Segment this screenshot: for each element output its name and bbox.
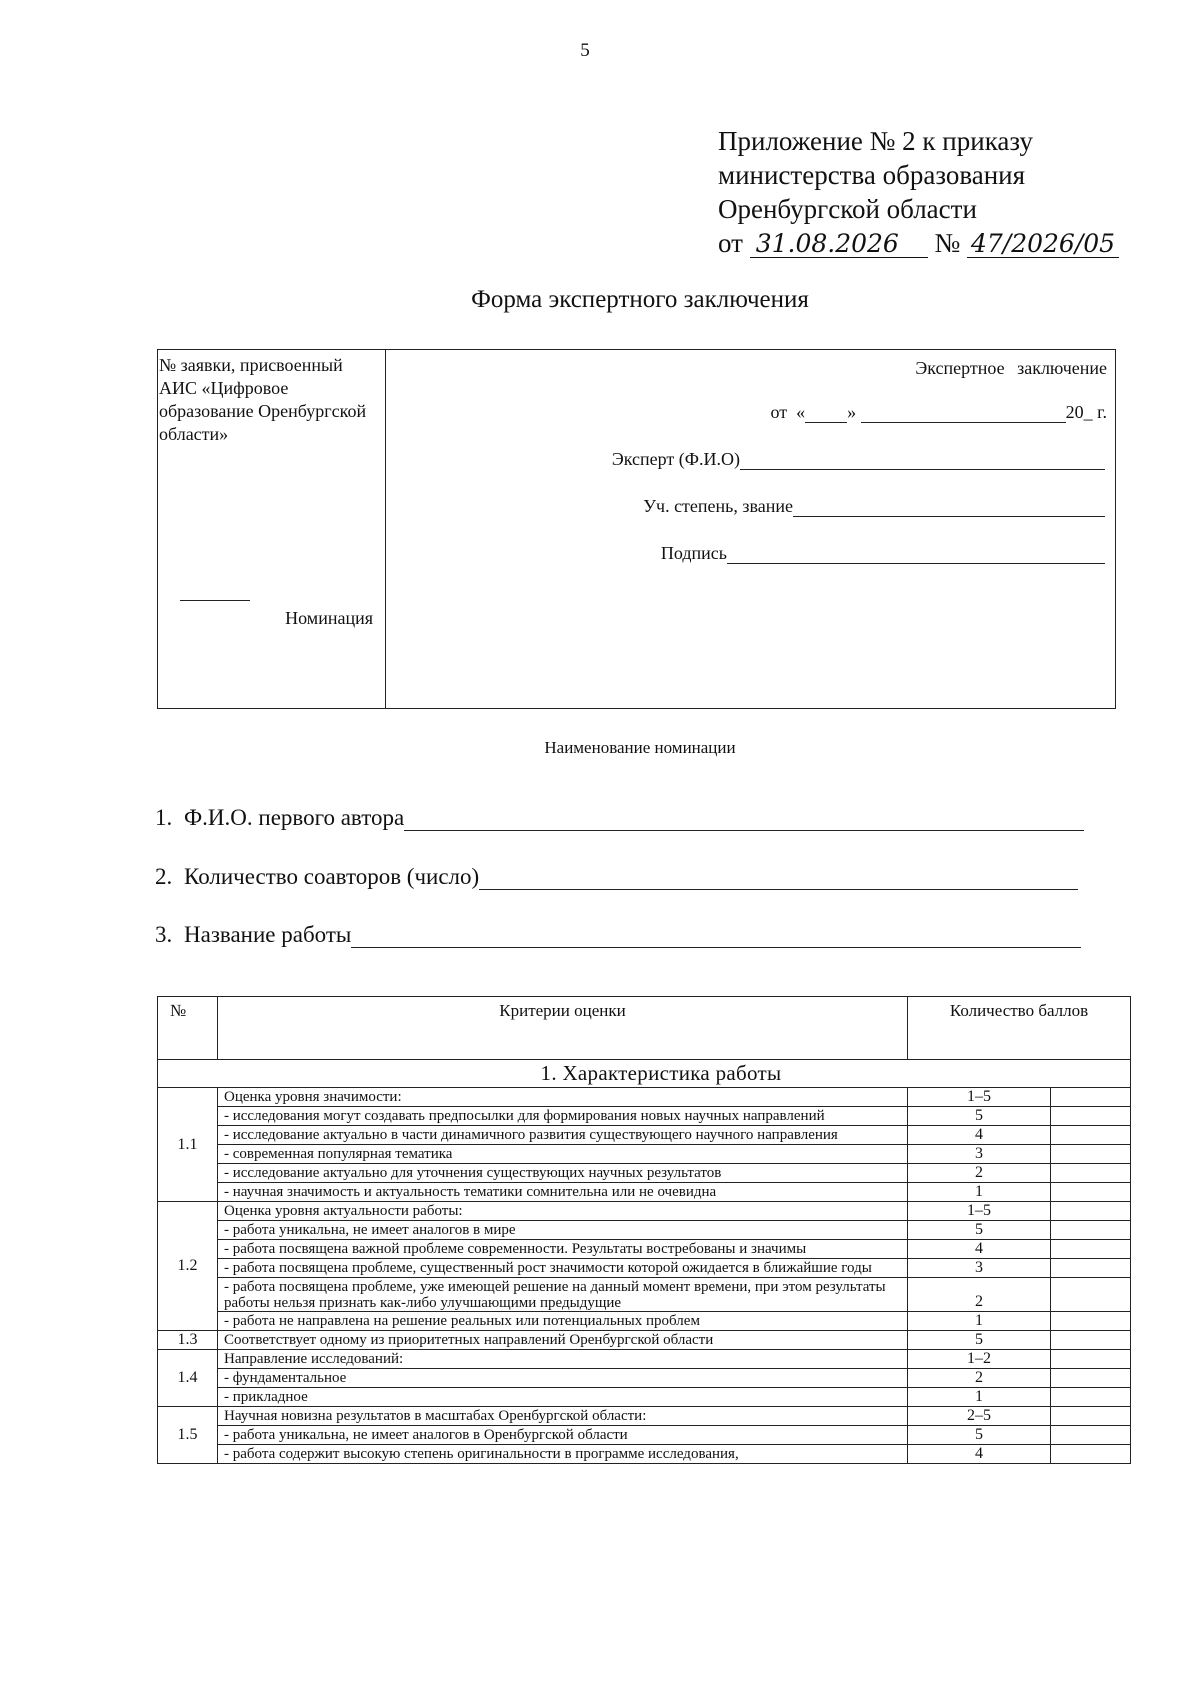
field-number: 3. [155, 922, 173, 947]
degree-label: Уч. степень, звание [643, 496, 793, 516]
degree-blank[interactable] [793, 498, 1105, 517]
score-input-cell[interactable] [1051, 1312, 1131, 1331]
work-title-blank[interactable] [351, 925, 1081, 948]
criterion-text: - научная значимость и актуальность тематики сомнительна или не очевидна [218, 1183, 908, 1202]
degree-line [643, 496, 1105, 517]
criterion-points: 2–5 [908, 1407, 1051, 1426]
field-first-author [155, 805, 1084, 831]
table-row [158, 1407, 1131, 1426]
quote-open: « [796, 402, 806, 422]
criterion-text: - фундаментальное [218, 1369, 908, 1388]
expert-label: Эксперт (Ф.И.О) [611, 449, 740, 469]
score-input-cell[interactable] [1051, 1164, 1131, 1183]
table-row [158, 1183, 1131, 1202]
score-input-cell[interactable] [1051, 1202, 1131, 1221]
score-input-cell[interactable] [1051, 1350, 1131, 1369]
table-row [158, 1369, 1131, 1388]
signature-blank[interactable] [727, 545, 1105, 564]
criterion-text: Направление исследований: [218, 1350, 908, 1369]
field-label: Название работы [184, 922, 352, 947]
header-criteria: Критерии оценки [218, 997, 908, 1060]
expert-header-box [157, 349, 1116, 709]
signature-label: Подпись [660, 543, 727, 563]
table-row [158, 1202, 1131, 1221]
table-row [158, 1164, 1131, 1183]
criterion-points: 4 [908, 1126, 1051, 1145]
header-left-cell [158, 350, 386, 708]
criterion-points: 4 [908, 1445, 1051, 1464]
criterion-points: 2 [908, 1278, 1051, 1312]
criterion-points: 1 [908, 1183, 1051, 1202]
criterion-points: 2 [908, 1369, 1051, 1388]
field-number: 2. [155, 864, 173, 889]
year-suffix: 20_ г. [1065, 402, 1107, 422]
score-input-cell[interactable] [1051, 1331, 1131, 1350]
appendix-line-3: Оренбургской области [718, 194, 977, 224]
number-prefix: № [934, 228, 961, 258]
criterion-text: - работа посвящена проблеме, существенный рост значимости которой ожидается в ближайшие годы [218, 1259, 908, 1278]
criterion-text: Оценка уровня значимости: [218, 1088, 908, 1107]
score-input-cell[interactable] [1051, 1259, 1131, 1278]
criterion-points: 5 [908, 1426, 1051, 1445]
score-input-cell[interactable] [1051, 1145, 1131, 1164]
criterion-text: - работа не направлена на решение реальных или потенциальных проблем [218, 1312, 908, 1331]
table-row [158, 1426, 1131, 1445]
table-row [158, 1259, 1131, 1278]
criterion-text: - работа посвящена важной проблеме современности. Результаты востребованы и значимы [218, 1240, 908, 1259]
criterion-text: - исследования могут создавать предпосылки для формирования новых научных направлений [218, 1107, 908, 1126]
month-blank[interactable] [861, 404, 1066, 423]
group-number: 1.5 [158, 1407, 218, 1464]
criterion-text: Соответствует одному из приоритетных направлений Оренбургской области [218, 1331, 908, 1350]
section-title: 1. Характеристика работы [158, 1060, 1131, 1088]
conclusion-date-line [771, 402, 1108, 423]
score-input-cell[interactable] [1051, 1126, 1131, 1145]
score-input-cell[interactable] [1051, 1240, 1131, 1259]
header-number: № [158, 997, 218, 1060]
table-row [158, 1088, 1131, 1107]
table-row [158, 1107, 1131, 1126]
conclusion-title-line [915, 358, 1107, 379]
criterion-text: - работа посвящена проблеме, уже имеющей решение на данный момент времени, при этом результаты работы нельзя признать как-либо улучшающими предыдущие [218, 1278, 908, 1312]
field-coauthors-count [155, 864, 1078, 890]
signature-line [661, 543, 1105, 564]
criterion-points: 1–2 [908, 1350, 1051, 1369]
criterion-text: Научная новизна результатов в масштабах Оренбургской области: [218, 1407, 908, 1426]
table-row [158, 1445, 1131, 1464]
score-input-cell[interactable] [1051, 1445, 1131, 1464]
appendix-date-line [718, 226, 1119, 260]
appendix-line-2: министерства образования [718, 160, 1026, 190]
table-row [158, 1312, 1131, 1331]
field-work-title [155, 922, 1081, 948]
nomination-caption: Наименование номинации [544, 738, 736, 757]
coauthors-blank[interactable] [479, 867, 1078, 890]
table-row [158, 1145, 1131, 1164]
criterion-text: - работа уникальна, не имеет аналогов в мире [218, 1221, 908, 1240]
field-label: Количество соавторов (число) [184, 864, 480, 889]
criterion-text: - работа содержит высокую степень оригинальности в программе исследования, [218, 1445, 908, 1464]
date-from-label: от [770, 402, 788, 422]
appendix-header [718, 124, 1119, 260]
table-header-row [158, 997, 1131, 1060]
criterion-points: 5 [908, 1107, 1051, 1126]
score-input-cell[interactable] [1051, 1278, 1131, 1312]
criterion-points: 3 [908, 1145, 1051, 1164]
criterion-text: - исследование актуально в части динамичного развития существующего научного направления [218, 1126, 908, 1145]
score-input-cell[interactable] [1051, 1107, 1131, 1126]
criterion-points: 5 [908, 1221, 1051, 1240]
form-title: Форма экспертного заключения [471, 286, 809, 313]
criterion-points: 5 [908, 1331, 1051, 1350]
score-input-cell[interactable] [1051, 1088, 1131, 1107]
application-number-label: № заявки, присвоенный АИС «Цифровое образование Оренбургской области» [159, 355, 367, 444]
table-body [158, 1060, 1131, 1464]
order-date: 31.08.2026 [750, 231, 928, 258]
criterion-points: 3 [908, 1259, 1051, 1278]
day-blank[interactable] [805, 404, 847, 423]
table-row [158, 1388, 1131, 1407]
field-number: 1. [155, 805, 173, 830]
score-input-cell[interactable] [1051, 1407, 1131, 1426]
table-row [158, 1126, 1131, 1145]
score-input-cell[interactable] [1051, 1369, 1131, 1388]
table-row [158, 1331, 1131, 1350]
expert-blank[interactable] [740, 451, 1105, 470]
table-row [158, 1350, 1131, 1369]
score-input-cell[interactable] [1051, 1221, 1131, 1240]
header-points: Количество баллов [908, 997, 1131, 1060]
appendix-line-1: Приложение № 2 к приказу [718, 126, 1033, 156]
criterion-points: 1–5 [908, 1202, 1051, 1221]
conclusion-title: Экспертное заключение [915, 358, 1107, 378]
criterion-text: - работа уникальна, не имеет аналогов в Оренбургской области [218, 1426, 908, 1445]
group-number: 1.4 [158, 1350, 218, 1407]
table-row [158, 1221, 1131, 1240]
score-input-cell[interactable] [1051, 1388, 1131, 1407]
criterion-points: 1 [908, 1312, 1051, 1331]
criterion-points: 1–5 [908, 1088, 1051, 1107]
quote-close: » [847, 402, 857, 422]
table-row [158, 1278, 1131, 1312]
criterion-text: Оценка уровня актуальности работы: [218, 1202, 908, 1221]
nomination-dash [180, 600, 250, 601]
field-label: Ф.И.О. первого автора [184, 805, 405, 830]
criterion-points: 4 [908, 1240, 1051, 1259]
score-input-cell[interactable] [1051, 1183, 1131, 1202]
scoring-table [157, 996, 1131, 1464]
criterion-points: 2 [908, 1164, 1051, 1183]
nomination-label: Номинация [285, 608, 373, 628]
group-number: 1.1 [158, 1088, 218, 1202]
page-number: 5 [580, 40, 590, 61]
group-number: 1.2 [158, 1202, 218, 1331]
first-author-blank[interactable] [404, 808, 1084, 831]
criterion-text: - современная популярная тематика [218, 1145, 908, 1164]
score-input-cell[interactable] [1051, 1426, 1131, 1445]
criterion-points: 1 [908, 1388, 1051, 1407]
criterion-text: - исследование актуально для уточнения существующих научных результатов [218, 1164, 908, 1183]
criterion-text: - прикладное [218, 1388, 908, 1407]
expert-line [612, 449, 1105, 470]
group-number: 1.3 [158, 1331, 218, 1350]
date-prefix: от [718, 228, 743, 258]
order-number: 47/2026/05 [967, 231, 1119, 258]
section-row [158, 1060, 1131, 1088]
table-row [158, 1240, 1131, 1259]
